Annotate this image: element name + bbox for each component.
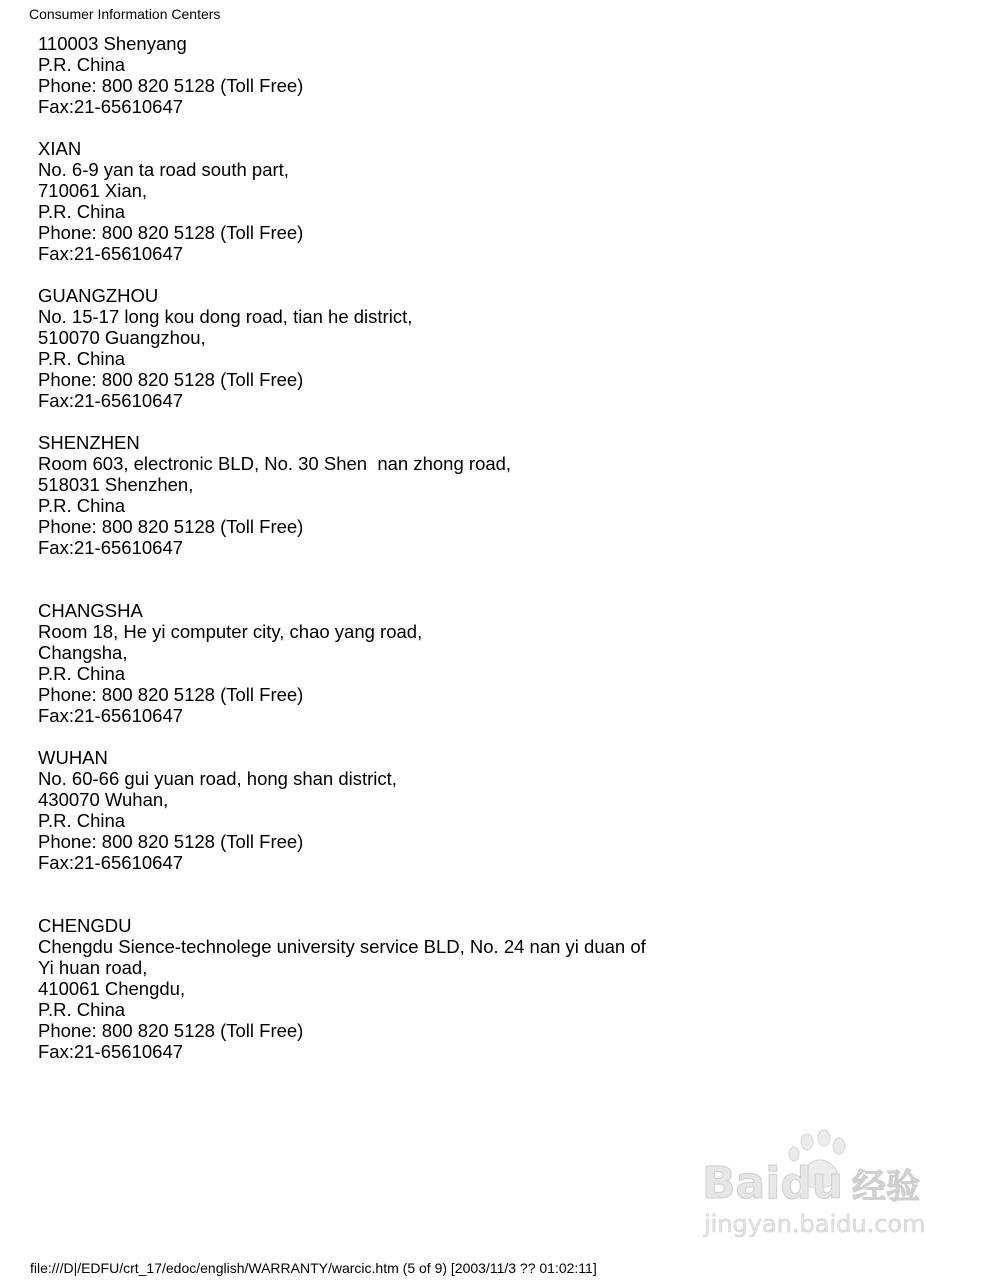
page-footer-path: file:///D|/EDFU/crt_17/edoc/english/WARRANTY/warcic.htm (5 of 9) [2003/11/3 ?? 01:02:11] [30, 1260, 597, 1276]
page-header-title: Consumer Information Centers [29, 6, 221, 22]
baidu-jingyan-watermark [700, 1128, 940, 1243]
center-block-wuhan [38, 747, 938, 873]
intro-address-block [38, 33, 938, 117]
address-line: P.R. China [38, 348, 126, 369]
address-line: No. 15-17 long kou dong road, tian he district, [38, 306, 413, 327]
phone-line: Phone: 800 820 5128 (Toll Free) [38, 369, 304, 390]
document-content [38, 33, 938, 1062]
address-line: Changsha, [38, 642, 128, 663]
address-line: 110003 Shenyang [38, 33, 187, 54]
watermark-url: jingyan.baidu.com [704, 1210, 926, 1238]
watermark-brand-cn: 经验 [852, 1167, 920, 1207]
phone-line: Phone: 800 820 5128 (Toll Free) [38, 831, 304, 852]
address-line: 510070 Guangzhou, [38, 327, 206, 348]
paw-logo-icon [700, 1128, 940, 1243]
address-line: 410061 Chengdu, [38, 978, 186, 999]
fax-line: Fax:21-65610647 [38, 705, 184, 726]
address-line: P.R. China [38, 663, 126, 684]
fax-line: Fax:21-65610647 [38, 96, 184, 117]
address-line: P.R. China [38, 201, 126, 222]
center-name: CHENGDU [38, 915, 132, 936]
address-line: P.R. China [38, 495, 126, 516]
watermark-brand: Baidu [702, 1158, 844, 1209]
phone-line: Phone: 800 820 5128 (Toll Free) [38, 1020, 304, 1041]
center-name: SHENZHEN [38, 432, 140, 453]
fax-line: Fax:21-65610647 [38, 852, 184, 873]
address-line: 518031 Shenzhen, [38, 474, 194, 495]
address-line: P.R. China [38, 54, 126, 75]
phone-line: Phone: 800 820 5128 (Toll Free) [38, 684, 304, 705]
address-line: Chengdu Sience-technolege university service BLD, No. 24 nan yi duan of [38, 936, 646, 957]
fax-line: Fax:21-65610647 [38, 1041, 184, 1062]
address-line: No. 6-9 yan ta road south part, [38, 159, 289, 180]
address-line: P.R. China [38, 999, 126, 1020]
center-block-chengdu [38, 915, 938, 1062]
center-name: CHANGSHA [38, 600, 143, 621]
address-line: 430070 Wuhan, [38, 789, 169, 810]
center-block-shenzhen [38, 432, 938, 558]
phone-line: Phone: 800 820 5128 (Toll Free) [38, 222, 304, 243]
address-line: Room 18, He yi computer city, chao yang road, [38, 621, 423, 642]
center-name: GUANGZHOU [38, 285, 159, 306]
address-line: P.R. China [38, 810, 126, 831]
address-line: No. 60-66 gui yuan road, hong shan district, [38, 768, 397, 789]
fax-line: Fax:21-65610647 [38, 243, 184, 264]
fax-line: Fax:21-65610647 [38, 390, 184, 411]
address-line: Room 603, electronic BLD, No. 30 Shen nan zhong road, [38, 453, 512, 474]
fax-line: Fax:21-65610647 [38, 537, 184, 558]
center-block-xian [38, 138, 938, 264]
center-block-guangzhou [38, 285, 938, 411]
center-block-changsha [38, 600, 938, 726]
address-line: Yi huan road, [38, 957, 148, 978]
address-line: 710061 Xian, [38, 180, 148, 201]
center-name: XIAN [38, 138, 82, 159]
phone-line: Phone: 800 820 5128 (Toll Free) [38, 516, 304, 537]
phone-line: Phone: 800 820 5128 (Toll Free) [38, 75, 304, 96]
center-name: WUHAN [38, 747, 108, 768]
